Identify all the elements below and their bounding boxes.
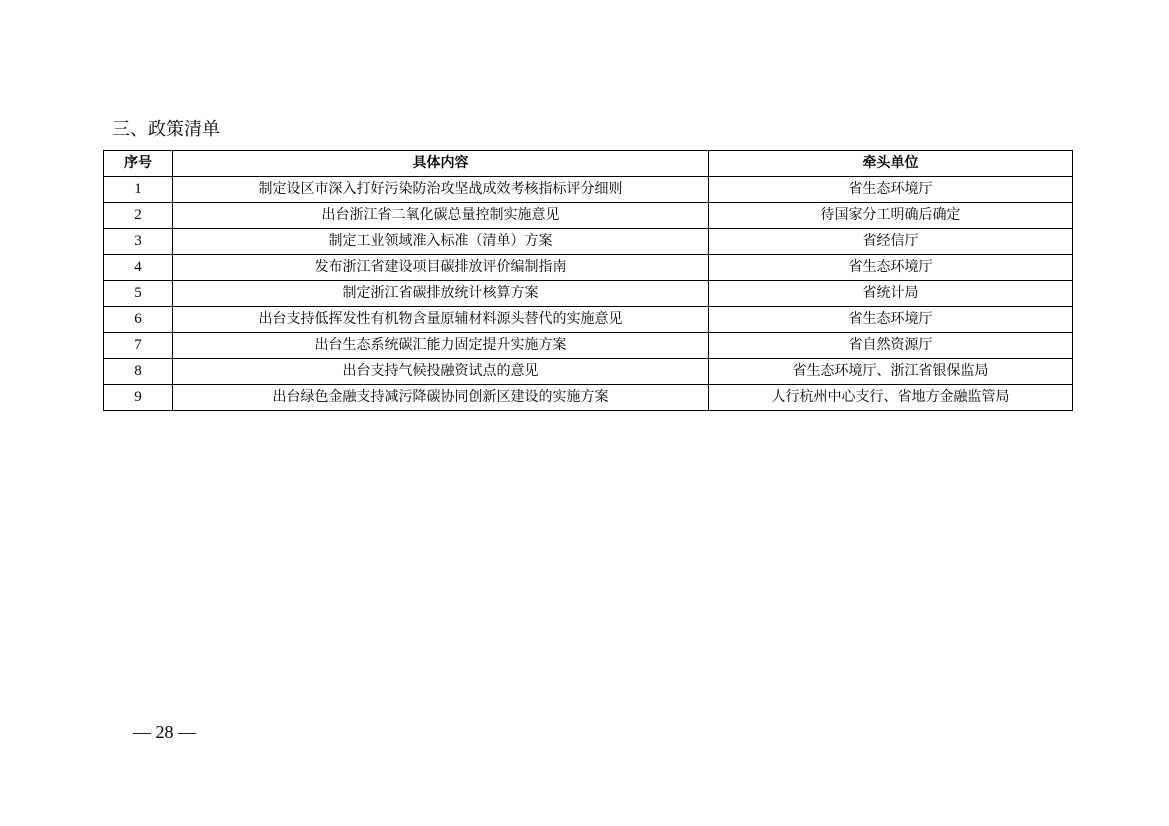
row-content: 出台生态系统碳汇能力固定提升实施方案 xyxy=(173,333,709,359)
header-content: 具体内容 xyxy=(173,151,709,177)
table-header-row xyxy=(104,151,1073,177)
table-row xyxy=(104,385,1073,411)
row-no: 9 xyxy=(104,385,173,411)
table-row xyxy=(104,307,1073,333)
row-content: 制定设区市深入打好污染防治攻坚战成效考核指标评分细则 xyxy=(173,177,709,203)
row-no: 8 xyxy=(104,359,173,385)
row-lead-unit: 省生态环境厅 xyxy=(709,307,1073,333)
row-lead-unit: 省生态环境厅 xyxy=(709,177,1073,203)
policy-table xyxy=(103,150,1073,411)
row-lead-unit: 省生态环境厅、浙江省银保监局 xyxy=(709,359,1073,385)
row-no: 3 xyxy=(104,229,173,255)
row-no: 2 xyxy=(104,203,173,229)
section-title: 三、政策清单 xyxy=(112,119,220,140)
row-content: 出台绿色金融支持减污降碳协同创新区建设的实施方案 xyxy=(173,385,709,411)
row-no: 4 xyxy=(104,255,173,281)
row-no: 5 xyxy=(104,281,173,307)
row-lead-unit: 省经信厅 xyxy=(709,229,1073,255)
page-number: — 28 — xyxy=(133,722,196,742)
table-row xyxy=(104,229,1073,255)
header-no: 序号 xyxy=(104,151,173,177)
row-no: 6 xyxy=(104,307,173,333)
table-row xyxy=(104,359,1073,385)
row-lead-unit: 省自然资源厅 xyxy=(709,333,1073,359)
row-lead-unit: 待国家分工明确后确定 xyxy=(709,203,1073,229)
row-no: 7 xyxy=(104,333,173,359)
row-lead-unit: 省生态环境厅 xyxy=(709,255,1073,281)
row-no: 1 xyxy=(104,177,173,203)
header-lead-unit: 牵头单位 xyxy=(709,151,1073,177)
table-row xyxy=(104,281,1073,307)
table-row xyxy=(104,177,1073,203)
row-content: 制定浙江省碳排放统计核算方案 xyxy=(173,281,709,307)
row-content: 出台浙江省二氧化碳总量控制实施意见 xyxy=(173,203,709,229)
table-row xyxy=(104,203,1073,229)
row-content: 出台支持气候投融资试点的意见 xyxy=(173,359,709,385)
row-content: 制定工业领域准入标准（清单）方案 xyxy=(173,229,709,255)
row-lead-unit: 人行杭州中心支行、省地方金融监管局 xyxy=(709,385,1073,411)
row-content: 出台支持低挥发性有机物含量原辅材料源头替代的实施意见 xyxy=(173,307,709,333)
row-lead-unit: 省统计局 xyxy=(709,281,1073,307)
table-row xyxy=(104,333,1073,359)
row-content: 发布浙江省建设项目碳排放评价编制指南 xyxy=(173,255,709,281)
table-row xyxy=(104,255,1073,281)
